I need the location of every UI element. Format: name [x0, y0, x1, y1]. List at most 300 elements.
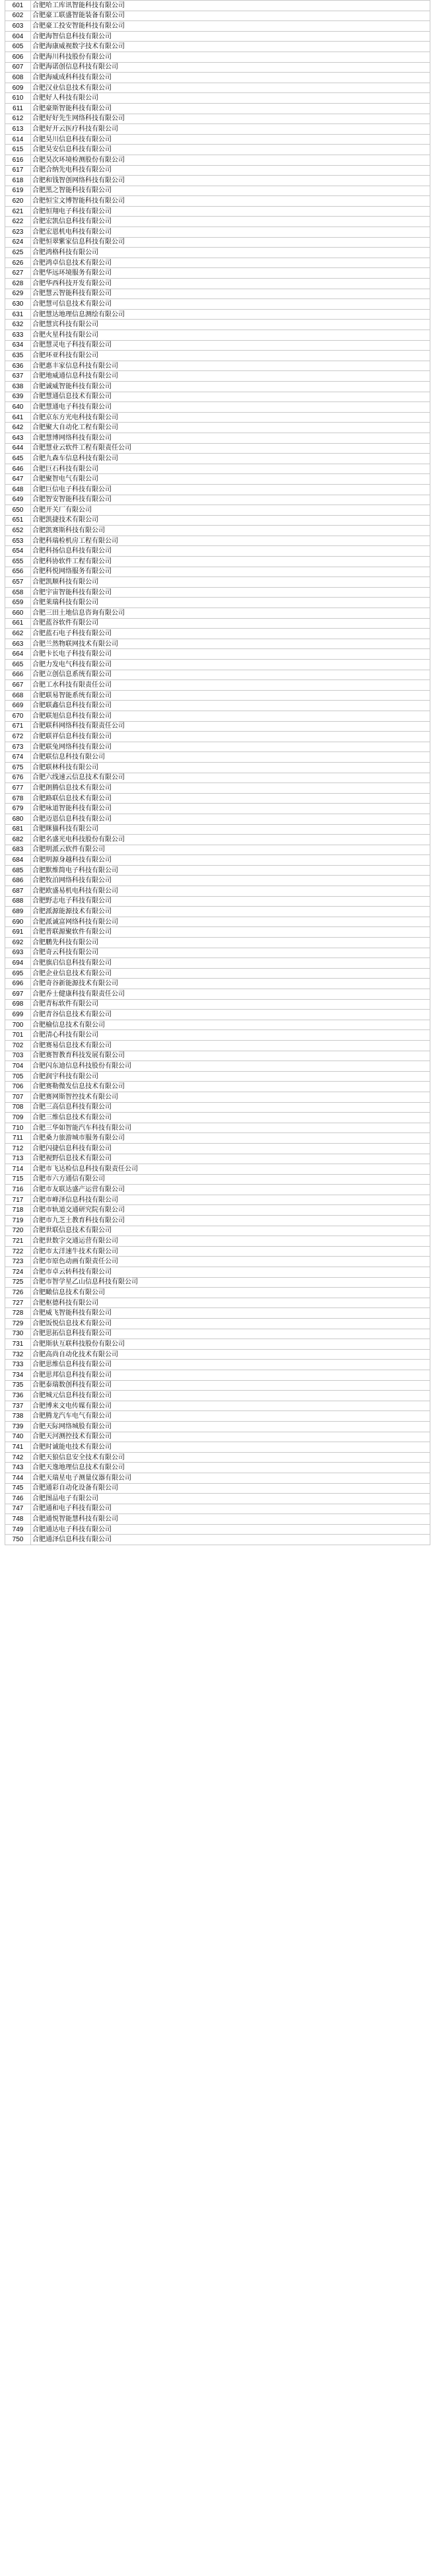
- row-index-cell: 709: [5, 1113, 31, 1123]
- row-index-cell: 684: [5, 855, 31, 866]
- table-row: [5, 814, 430, 824]
- table-row: [5, 1185, 430, 1195]
- company-name-cell: 合肥慧通信息技术有限公司: [31, 392, 430, 402]
- table-row: [5, 577, 430, 588]
- company-name-cell: 合肥天瑞星电子测量仪器有限公司: [31, 1473, 430, 1483]
- table-row: [5, 1061, 430, 1072]
- company-name-cell: 合肥莱瑞科技有限公司: [31, 598, 430, 608]
- company-name-cell: 合肥开关厂有限公司: [31, 505, 430, 516]
- table-row: [5, 783, 430, 794]
- table-row: [5, 1277, 430, 1288]
- company-name-cell: 合肥豪工联盛智能装备有限公司: [31, 11, 430, 21]
- company-name-cell: 合肥联旭信息科技有限公司: [31, 711, 430, 721]
- company-name-cell: 合肥企业信息技术有限公司: [31, 968, 430, 979]
- row-index-cell: 708: [5, 1102, 31, 1113]
- company-name-cell: 合肥思维信息科技有限公司: [31, 1360, 430, 1370]
- row-index-cell: 705: [5, 1071, 31, 1082]
- table-row: [5, 454, 430, 464]
- table-row: [5, 289, 430, 299]
- row-index-cell: 739: [5, 1421, 31, 1432]
- table-row: [5, 31, 430, 42]
- company-name-cell: 合肥豪工投安智能科技有限公司: [31, 21, 430, 32]
- row-index-cell: 635: [5, 351, 31, 361]
- company-name-cell: 合肥闪捷信息科技有限公司: [31, 1143, 430, 1154]
- table-row: [5, 114, 430, 124]
- company-name-cell: 合肥宇宙智能科技有限公司: [31, 587, 430, 598]
- table-row: [5, 1329, 430, 1339]
- table-row: [5, 371, 430, 382]
- company-name-cell: 合肥三维信息技术有限公司: [31, 1113, 430, 1123]
- company-name-cell: 合肥慧业云软件工程有限责任公司: [31, 443, 430, 454]
- table-row: [5, 598, 430, 608]
- company-name-cell: 合肥乔士健康科技有限责任公司: [31, 989, 430, 1000]
- table-row: [5, 1483, 430, 1494]
- row-index-cell: 746: [5, 1494, 31, 1504]
- row-index-cell: 612: [5, 114, 31, 124]
- row-index-cell: 711: [5, 1133, 31, 1144]
- table-row: [5, 732, 430, 742]
- row-index-cell: 663: [5, 639, 31, 649]
- row-index-cell: 716: [5, 1185, 31, 1195]
- table-row: [5, 773, 430, 783]
- row-index-cell: 667: [5, 680, 31, 691]
- row-index-cell: 616: [5, 155, 31, 165]
- row-index-cell: 604: [5, 31, 31, 42]
- company-name-cell: 合肥科瑞检机房工程有限公司: [31, 536, 430, 546]
- company-name-cell: 合肥慧达地理信息测绘有限公司: [31, 309, 430, 320]
- table-row: [5, 351, 430, 361]
- company-name-cell: 合肥明派云软件有限公司: [31, 845, 430, 855]
- company-name-cell: 合肥天逸地理信息技术有限公司: [31, 1463, 430, 1473]
- company-name-cell: 合肥枢德科技有限公司: [31, 1298, 430, 1308]
- row-index-cell: 662: [5, 629, 31, 639]
- table-row: [5, 1535, 430, 1545]
- company-name-cell: 合肥天际网络城股有限公司: [31, 1421, 430, 1432]
- row-index-cell: 620: [5, 196, 31, 207]
- company-name-cell: 合肥凯顺科技有限公司: [31, 577, 430, 588]
- table-row: [5, 1360, 430, 1370]
- table-row: [5, 1298, 430, 1308]
- table-row: [5, 979, 430, 989]
- row-index-cell: 622: [5, 217, 31, 227]
- row-index-cell: 669: [5, 701, 31, 711]
- row-index-cell: 645: [5, 454, 31, 464]
- company-name-cell: 合肥哈工库讯智能科技有限公司: [31, 1, 430, 11]
- table-row: [5, 176, 430, 186]
- company-name-cell: 合肥视野信息技术有限公司: [31, 1154, 430, 1164]
- table-row: [5, 865, 430, 876]
- row-index-cell: 733: [5, 1360, 31, 1370]
- row-index-cell: 702: [5, 1040, 31, 1051]
- company-name-cell: 合肥宏凯信息科技有限公司: [31, 217, 430, 227]
- row-index-cell: 608: [5, 73, 31, 83]
- table-row: [5, 124, 430, 135]
- row-index-cell: 745: [5, 1483, 31, 1494]
- row-index-cell: 698: [5, 999, 31, 1010]
- company-name-cell: 合肥鸿格科技有限公司: [31, 248, 430, 258]
- company-name-cell: 合肥好人科技有限公司: [31, 93, 430, 104]
- table-row: [5, 258, 430, 268]
- table-row: [5, 526, 430, 536]
- table-row: [5, 1308, 430, 1319]
- table-row: [5, 361, 430, 371]
- row-index-cell: 647: [5, 474, 31, 485]
- row-index-cell: 679: [5, 804, 31, 814]
- company-name-cell: 合肥三田土地信息咨询有限公司: [31, 608, 430, 619]
- row-index-cell: 703: [5, 1051, 31, 1061]
- row-index-cell: 678: [5, 793, 31, 804]
- row-index-cell: 680: [5, 814, 31, 824]
- company-name-cell: 合肥海诺创信息科技有限公司: [31, 62, 430, 73]
- row-index-cell: 735: [5, 1380, 31, 1391]
- company-name-cell: 合肥天狼信息安全技术有限公司: [31, 1452, 430, 1463]
- row-index-cell: 644: [5, 443, 31, 454]
- company-name-cell: 合肥地威通信息科技有限公司: [31, 371, 430, 382]
- company-name-cell: 合肥京东方光电科技有限公司: [31, 412, 430, 423]
- row-index-cell: 734: [5, 1370, 31, 1380]
- table-row: [5, 464, 430, 474]
- row-index-cell: 666: [5, 670, 31, 680]
- row-index-cell: 658: [5, 587, 31, 598]
- company-name-cell: 合肥野志电子科技有限公司: [31, 896, 430, 907]
- table-row: [5, 927, 430, 938]
- table-row: [5, 227, 430, 238]
- company-name-cell: 合肥慧通电子科技有限公司: [31, 402, 430, 413]
- row-index-cell: 623: [5, 227, 31, 238]
- company-name-cell: 合肥博来文电传媒有限公司: [31, 1401, 430, 1411]
- table-row: [5, 1257, 430, 1267]
- row-index-cell: 736: [5, 1391, 31, 1401]
- table-row: [5, 680, 430, 691]
- row-index-cell: 714: [5, 1164, 31, 1175]
- company-name-cell: 合肥黑之智能科技有限公司: [31, 186, 430, 196]
- row-index-cell: 742: [5, 1452, 31, 1463]
- row-index-cell: 719: [5, 1216, 31, 1226]
- row-index-cell: 631: [5, 309, 31, 320]
- row-index-cell: 699: [5, 1010, 31, 1020]
- table-row: [5, 484, 430, 495]
- company-name-cell: 合肥市九芝土教育科技有限公司: [31, 1216, 430, 1226]
- company-name-cell: 合肥慧云智能科技有限公司: [31, 289, 430, 299]
- company-name-cell: 合肥好好先生网络科技有限公司: [31, 114, 430, 124]
- table-row: [5, 999, 430, 1010]
- row-index-cell: 634: [5, 340, 31, 351]
- table-row: [5, 1401, 430, 1411]
- table-row: [5, 340, 430, 351]
- table-row: [5, 1174, 430, 1185]
- table-row: [5, 557, 430, 567]
- row-index-cell: 688: [5, 896, 31, 907]
- company-name-cell: 合肥欧盛易机电科技有限公司: [31, 886, 430, 897]
- table-row: [5, 907, 430, 917]
- company-name-cell: 合肥联鑫信息科技有限公司: [31, 701, 430, 711]
- company-name-cell: 合肥城元信息科技有限公司: [31, 1391, 430, 1401]
- company-name-cell: 合肥通泽信息科技有限公司: [31, 1535, 430, 1545]
- table-row: [5, 711, 430, 721]
- row-index-cell: 671: [5, 721, 31, 732]
- row-index-cell: 676: [5, 773, 31, 783]
- company-name-cell: 合肥聚大自动化工程有限公司: [31, 423, 430, 433]
- table-row: [5, 1524, 430, 1535]
- table-row: [5, 1421, 430, 1432]
- row-index-cell: 613: [5, 124, 31, 135]
- table-row: [5, 103, 430, 114]
- table-row: [5, 93, 430, 104]
- company-name-cell: 合肥蓝谷软件有限公司: [31, 618, 430, 629]
- row-index-cell: 617: [5, 165, 31, 176]
- table-row: [5, 83, 430, 93]
- company-name-cell: 合肥默维简电子科技有限公司: [31, 865, 430, 876]
- row-index-cell: 683: [5, 845, 31, 855]
- table-row: [5, 1411, 430, 1422]
- row-index-cell: 710: [5, 1123, 31, 1133]
- table-row: [5, 1473, 430, 1483]
- company-name-cell: 合肥天河测控技术有限公司: [31, 1432, 430, 1442]
- row-index-cell: 724: [5, 1267, 31, 1278]
- table-row: [5, 1319, 430, 1329]
- table-row: [5, 196, 430, 207]
- company-name-cell: 合肥海威成科科技有限公司: [31, 73, 430, 83]
- table-row: [5, 629, 430, 639]
- table-row: [5, 1143, 430, 1154]
- table-row: [5, 845, 430, 855]
- table-row: [5, 11, 430, 21]
- row-index-cell: 637: [5, 371, 31, 382]
- company-name-cell: 合肥昊安信息科技有限公司: [31, 145, 430, 155]
- row-index-cell: 720: [5, 1226, 31, 1236]
- row-index-cell: 696: [5, 979, 31, 989]
- table-row: [5, 1370, 430, 1380]
- table-row: [5, 1452, 430, 1463]
- table-row: [5, 1195, 430, 1205]
- table-row: [5, 474, 430, 485]
- row-index-cell: 675: [5, 762, 31, 773]
- company-name-cell: 合肥青谷信息技术有限公司: [31, 1010, 430, 1020]
- company-name-cell: 合肥饭悦信息技术有限公司: [31, 1319, 430, 1329]
- row-index-cell: 697: [5, 989, 31, 1000]
- company-name-cell: 合肥腾龙汽车电气有限公司: [31, 1411, 430, 1422]
- row-index-cell: 682: [5, 835, 31, 845]
- company-name-cell: 合肥斯驮互联科技股份有限公司: [31, 1339, 430, 1350]
- company-name-cell: 合肥汉业信息技术有限公司: [31, 83, 430, 93]
- row-index-cell: 692: [5, 938, 31, 948]
- company-name-cell: 合肥市友联达盛产运营有限公司: [31, 1185, 430, 1195]
- row-index-cell: 750: [5, 1535, 31, 1545]
- company-name-cell: 合肥力发电气科技有限公司: [31, 660, 430, 670]
- company-name-cell: 合肥普联源聚软件有限公司: [31, 927, 430, 938]
- row-index-cell: 725: [5, 1277, 31, 1288]
- company-name-cell: 合肥泰瑞数创科技有限公司: [31, 1380, 430, 1391]
- company-name-cell: 合肥名盛光电科技股份有限公司: [31, 835, 430, 845]
- row-index-cell: 607: [5, 62, 31, 73]
- company-name-cell: 合肥宏恩机电科技有限公司: [31, 227, 430, 238]
- row-index-cell: 641: [5, 412, 31, 423]
- table-row: [5, 1071, 430, 1082]
- table-row: [5, 237, 430, 248]
- company-name-cell: 合肥联信息科技有限公司: [31, 752, 430, 763]
- row-index-cell: 677: [5, 783, 31, 794]
- company-name-cell: 合肥科扬信息科技有限公司: [31, 546, 430, 557]
- company-name-cell: 合肥华远环境服务有限公司: [31, 268, 430, 279]
- table-row: [5, 443, 430, 454]
- row-index-cell: 694: [5, 958, 31, 969]
- company-listing-table-body: [5, 1, 430, 1545]
- company-name-cell: 合肥市轨道交通研究院有限公司: [31, 1205, 430, 1216]
- company-name-cell: 合肥通和电子科技有限公司: [31, 1504, 430, 1514]
- company-name-cell: 合肥六线速云信息技术有限公司: [31, 773, 430, 783]
- company-name-cell: 合肥慧宾科技有限公司: [31, 320, 430, 330]
- company-name-cell: 合肥市卓云转科技有限公司: [31, 1267, 430, 1278]
- row-index-cell: 749: [5, 1524, 31, 1535]
- company-name-cell: 合肥火星科技有限公司: [31, 330, 430, 341]
- table-row: [5, 1020, 430, 1030]
- company-name-cell: 合肥智安智能科技有限公司: [31, 495, 430, 505]
- company-name-cell: 合肥卡长电子科技有限公司: [31, 649, 430, 660]
- row-index-cell: 672: [5, 732, 31, 742]
- company-name-cell: 合肥慧灵电子科技有限公司: [31, 340, 430, 351]
- table-row: [5, 1123, 430, 1133]
- table-row: [5, 52, 430, 62]
- company-name-cell: 合肥朗腾信息技术有限公司: [31, 783, 430, 794]
- company-name-cell: 合肥九森车信息科技有限公司: [31, 454, 430, 464]
- table-row: [5, 855, 430, 866]
- row-index-cell: 633: [5, 330, 31, 341]
- table-row: [5, 1092, 430, 1102]
- table-row: [5, 206, 430, 217]
- row-index-cell: 601: [5, 1, 31, 11]
- company-listing-table: [5, 0, 430, 1545]
- row-index-cell: 730: [5, 1329, 31, 1339]
- table-row: [5, 42, 430, 52]
- company-name-cell: 合肥合纳先电科技有限公司: [31, 165, 430, 176]
- row-index-cell: 653: [5, 536, 31, 546]
- row-index-cell: 660: [5, 608, 31, 619]
- company-name-cell: 合肥联兔网络科技有限公司: [31, 742, 430, 752]
- table-row: [5, 1154, 430, 1164]
- company-name-cell: 合肥通彩自动化设备有限公司: [31, 1483, 430, 1494]
- table-row: [5, 412, 430, 423]
- table-row: [5, 938, 430, 948]
- row-index-cell: 651: [5, 515, 31, 526]
- row-index-cell: 611: [5, 103, 31, 114]
- row-index-cell: 713: [5, 1154, 31, 1164]
- table-row: [5, 968, 430, 979]
- company-name-cell: 合肥工水科技有限责任公司: [31, 680, 430, 691]
- company-name-cell: 合肥恒宝文博智能科技有限公司: [31, 196, 430, 207]
- company-name-cell: 合肥鸿卓信息技术有限公司: [31, 258, 430, 268]
- row-index-cell: 744: [5, 1473, 31, 1483]
- table-row: [5, 1030, 430, 1041]
- company-name-cell: 合肥巨石科技有限公司: [31, 464, 430, 474]
- row-index-cell: 681: [5, 824, 31, 835]
- table-row: [5, 505, 430, 516]
- company-name-cell: 合肥市六方通信有限公司: [31, 1174, 430, 1185]
- row-index-cell: 743: [5, 1463, 31, 1473]
- row-index-cell: 717: [5, 1195, 31, 1205]
- row-index-cell: 701: [5, 1030, 31, 1041]
- table-row: [5, 73, 430, 83]
- row-index-cell: 619: [5, 186, 31, 196]
- table-row: [5, 835, 430, 845]
- company-name-cell: 合肥昊次环境检测股份有限公司: [31, 155, 430, 165]
- table-row: [5, 320, 430, 330]
- table-row: [5, 186, 430, 196]
- table-row: [5, 1288, 430, 1298]
- company-name-cell: 合肥恒翠紫家信息科技有限公司: [31, 237, 430, 248]
- company-name-cell: 合肥蓝石电子科技有限公司: [31, 629, 430, 639]
- table-row: [5, 1113, 430, 1123]
- row-index-cell: 674: [5, 752, 31, 763]
- table-row: [5, 1133, 430, 1144]
- company-name-cell: 合肥海康威视数字技术有限公司: [31, 42, 430, 52]
- company-name-cell: 合肥鹏先科技有限公司: [31, 938, 430, 948]
- row-index-cell: 740: [5, 1432, 31, 1442]
- table-row: [5, 495, 430, 505]
- table-row: [5, 762, 430, 773]
- row-index-cell: 665: [5, 660, 31, 670]
- company-name-cell: 合肥联易智能系统有限公司: [31, 690, 430, 701]
- table-row: [5, 433, 430, 443]
- table-row: [5, 1349, 430, 1360]
- company-name-cell: 合肥派诚富网络科技有限公司: [31, 917, 430, 927]
- table-row: [5, 804, 430, 814]
- company-name-cell: 合肥高尚自动化技术有限公司: [31, 1349, 430, 1360]
- table-row: [5, 876, 430, 886]
- row-index-cell: 624: [5, 237, 31, 248]
- row-index-cell: 737: [5, 1401, 31, 1411]
- table-row: [5, 1504, 430, 1514]
- row-index-cell: 636: [5, 361, 31, 371]
- company-name-cell: 合肥兰然物联网技术有限公司: [31, 639, 430, 649]
- row-index-cell: 693: [5, 948, 31, 958]
- company-name-cell: 合肥科协软件工程有限公司: [31, 557, 430, 567]
- company-name-cell: 合肥联祥信息科技有限公司: [31, 732, 430, 742]
- table-row: [5, 896, 430, 907]
- table-row: [5, 402, 430, 413]
- table-row: [5, 1391, 430, 1401]
- table-row: [5, 752, 430, 763]
- table-row: [5, 824, 430, 835]
- company-name-cell: 合肥桑力旅游城市服务有限公司: [31, 1133, 430, 1144]
- company-name-cell: 合肥市智学星乙山信息科技有限公司: [31, 1277, 430, 1288]
- table-row: [5, 279, 430, 289]
- row-index-cell: 615: [5, 145, 31, 155]
- row-index-cell: 690: [5, 917, 31, 927]
- table-row: [5, 989, 430, 1000]
- row-index-cell: 661: [5, 618, 31, 629]
- company-name-cell: 合肥牧泊网络科技有限公司: [31, 876, 430, 886]
- company-name-cell: 合肥明源身越科技有限公司: [31, 855, 430, 866]
- table-row: [5, 392, 430, 402]
- table-row: [5, 1236, 430, 1247]
- company-name-cell: 合肥市太洋速牛技术有限公司: [31, 1246, 430, 1257]
- table-row: [5, 62, 430, 73]
- table-row: [5, 917, 430, 927]
- table-row: [5, 423, 430, 433]
- table-row: [5, 721, 430, 732]
- row-index-cell: 628: [5, 279, 31, 289]
- company-name-cell: 合肥路联信息技术有限公司: [31, 793, 430, 804]
- table-row: [5, 1164, 430, 1175]
- row-index-cell: 689: [5, 907, 31, 917]
- row-index-cell: 691: [5, 927, 31, 938]
- row-index-cell: 643: [5, 433, 31, 443]
- table-row: [5, 21, 430, 32]
- table-row: [5, 608, 430, 619]
- row-index-cell: 715: [5, 1174, 31, 1185]
- company-name-cell: 合肥闪东迪信息科技股份有限公司: [31, 1061, 430, 1072]
- company-name-cell: 合肥奇云科技有限公司: [31, 948, 430, 958]
